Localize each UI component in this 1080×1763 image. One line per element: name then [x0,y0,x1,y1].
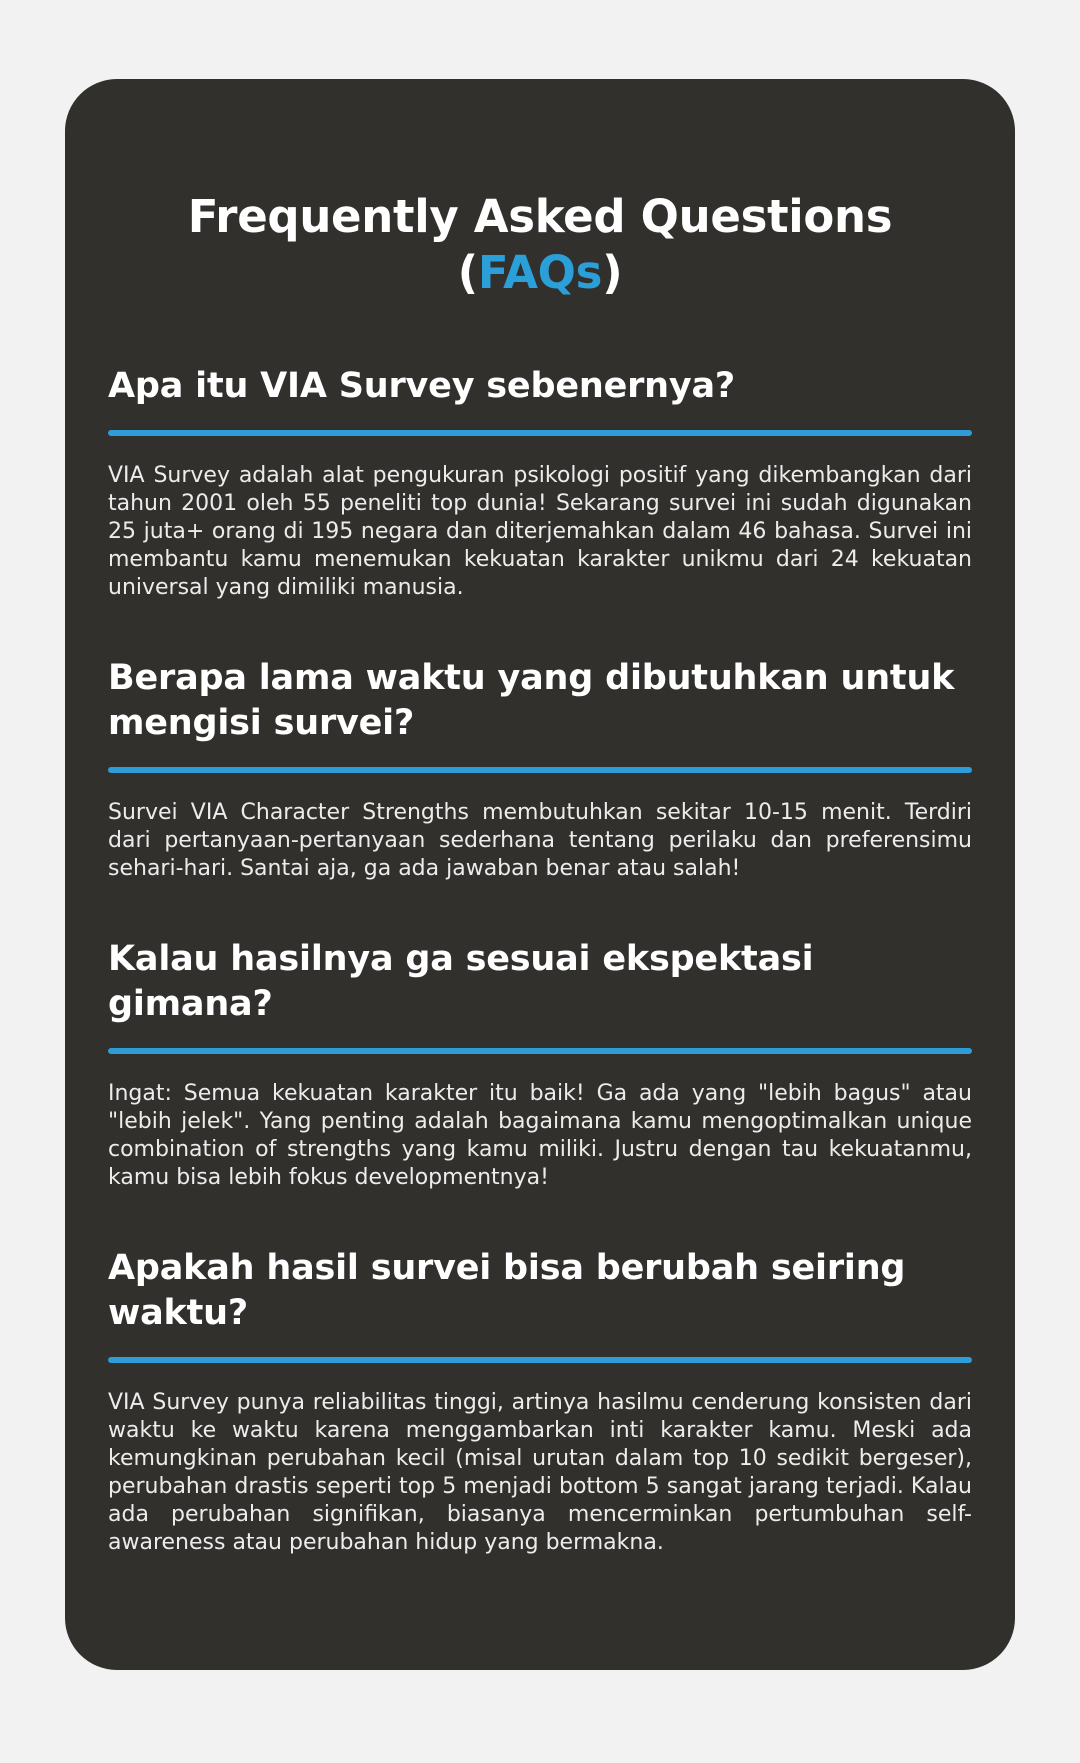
faq-item-results-change [108,1246,972,1557]
faq-item-what-is-via [108,364,972,602]
page-title-accent: FAQs [477,246,603,300]
faq-card [65,79,1015,1670]
faq-divider [108,430,972,436]
faq-question: Berapa lama waktu yang dibutuhkan untuk mengisi survei? [108,657,955,743]
page-title-prefix: Frequently Asked Questions ( [187,190,893,300]
faq-item-duration [108,656,972,883]
faq-question: Apakah hasil survei bisa berubah seiring waktu? [108,1247,906,1333]
faq-answer: VIA Survey punya reliabilitas tinggi, artinya hasilmu cenderung konsisten dari waktu ke waktu karena menggambarkan inti karakter kamu. Meski ada kemungkinan perubahan kecil (misal urutan dalam top 10 sedikit bergeser), perubahan drastis seperti top 5 menjadi bottom 5 sangat jarang terjadi. Kalau ada perubahan signifikan, biasanya mencerminkan pertumbuhan self-awareness atau perubahan hidup yang bermakna. [108,1389,972,1555]
faq-divider [108,1357,972,1363]
faq-answer: Survei VIA Character Strengths membutuhkan sekitar 10-15 menit. Terdiri dari pertanyaan-pertanyaan sederhana tentang perilaku dan preferensimu sehari-hari. Santai aja, ga ada jawaban benar atau salah! [108,799,972,881]
faq-divider [108,767,972,773]
faq-answer: Ingat: Semua kekuatan karakter itu baik! Ga ada yang "lebih bagus" atau "lebih jelek". Yang penting adalah bagaimana kamu mengoptimalkan unique combination of strengths yang kamu miliki. Justru dengan tau kekuatanmu, kamu bisa lebih fokus developmentnya! [108,1080,972,1190]
page-title [108,189,972,302]
faq-question: Apa itu VIA Survey sebenernya? [108,365,736,406]
page-title-suffix: ) [602,246,623,300]
faq-divider [108,1048,972,1054]
faq-answer: VIA Survey adalah alat pengukuran psikologi positif yang dikembangkan dari tahun 2001 oleh 55 peneliti top dunia! Sekarang survei ini sudah digunakan 25 juta+ orang di 195 negara dan diterjemahkan dalam 46 bahasa. Survei ini membantu kamu menemukan kekuatan karakter unikmu dari 24 kekuatan universal yang dimiliki manusia. [108,462,972,600]
faq-question: Kalau hasilnya ga sesuai ekspektasi gimana? [108,938,814,1024]
faq-item-unexpected-results [108,937,972,1192]
